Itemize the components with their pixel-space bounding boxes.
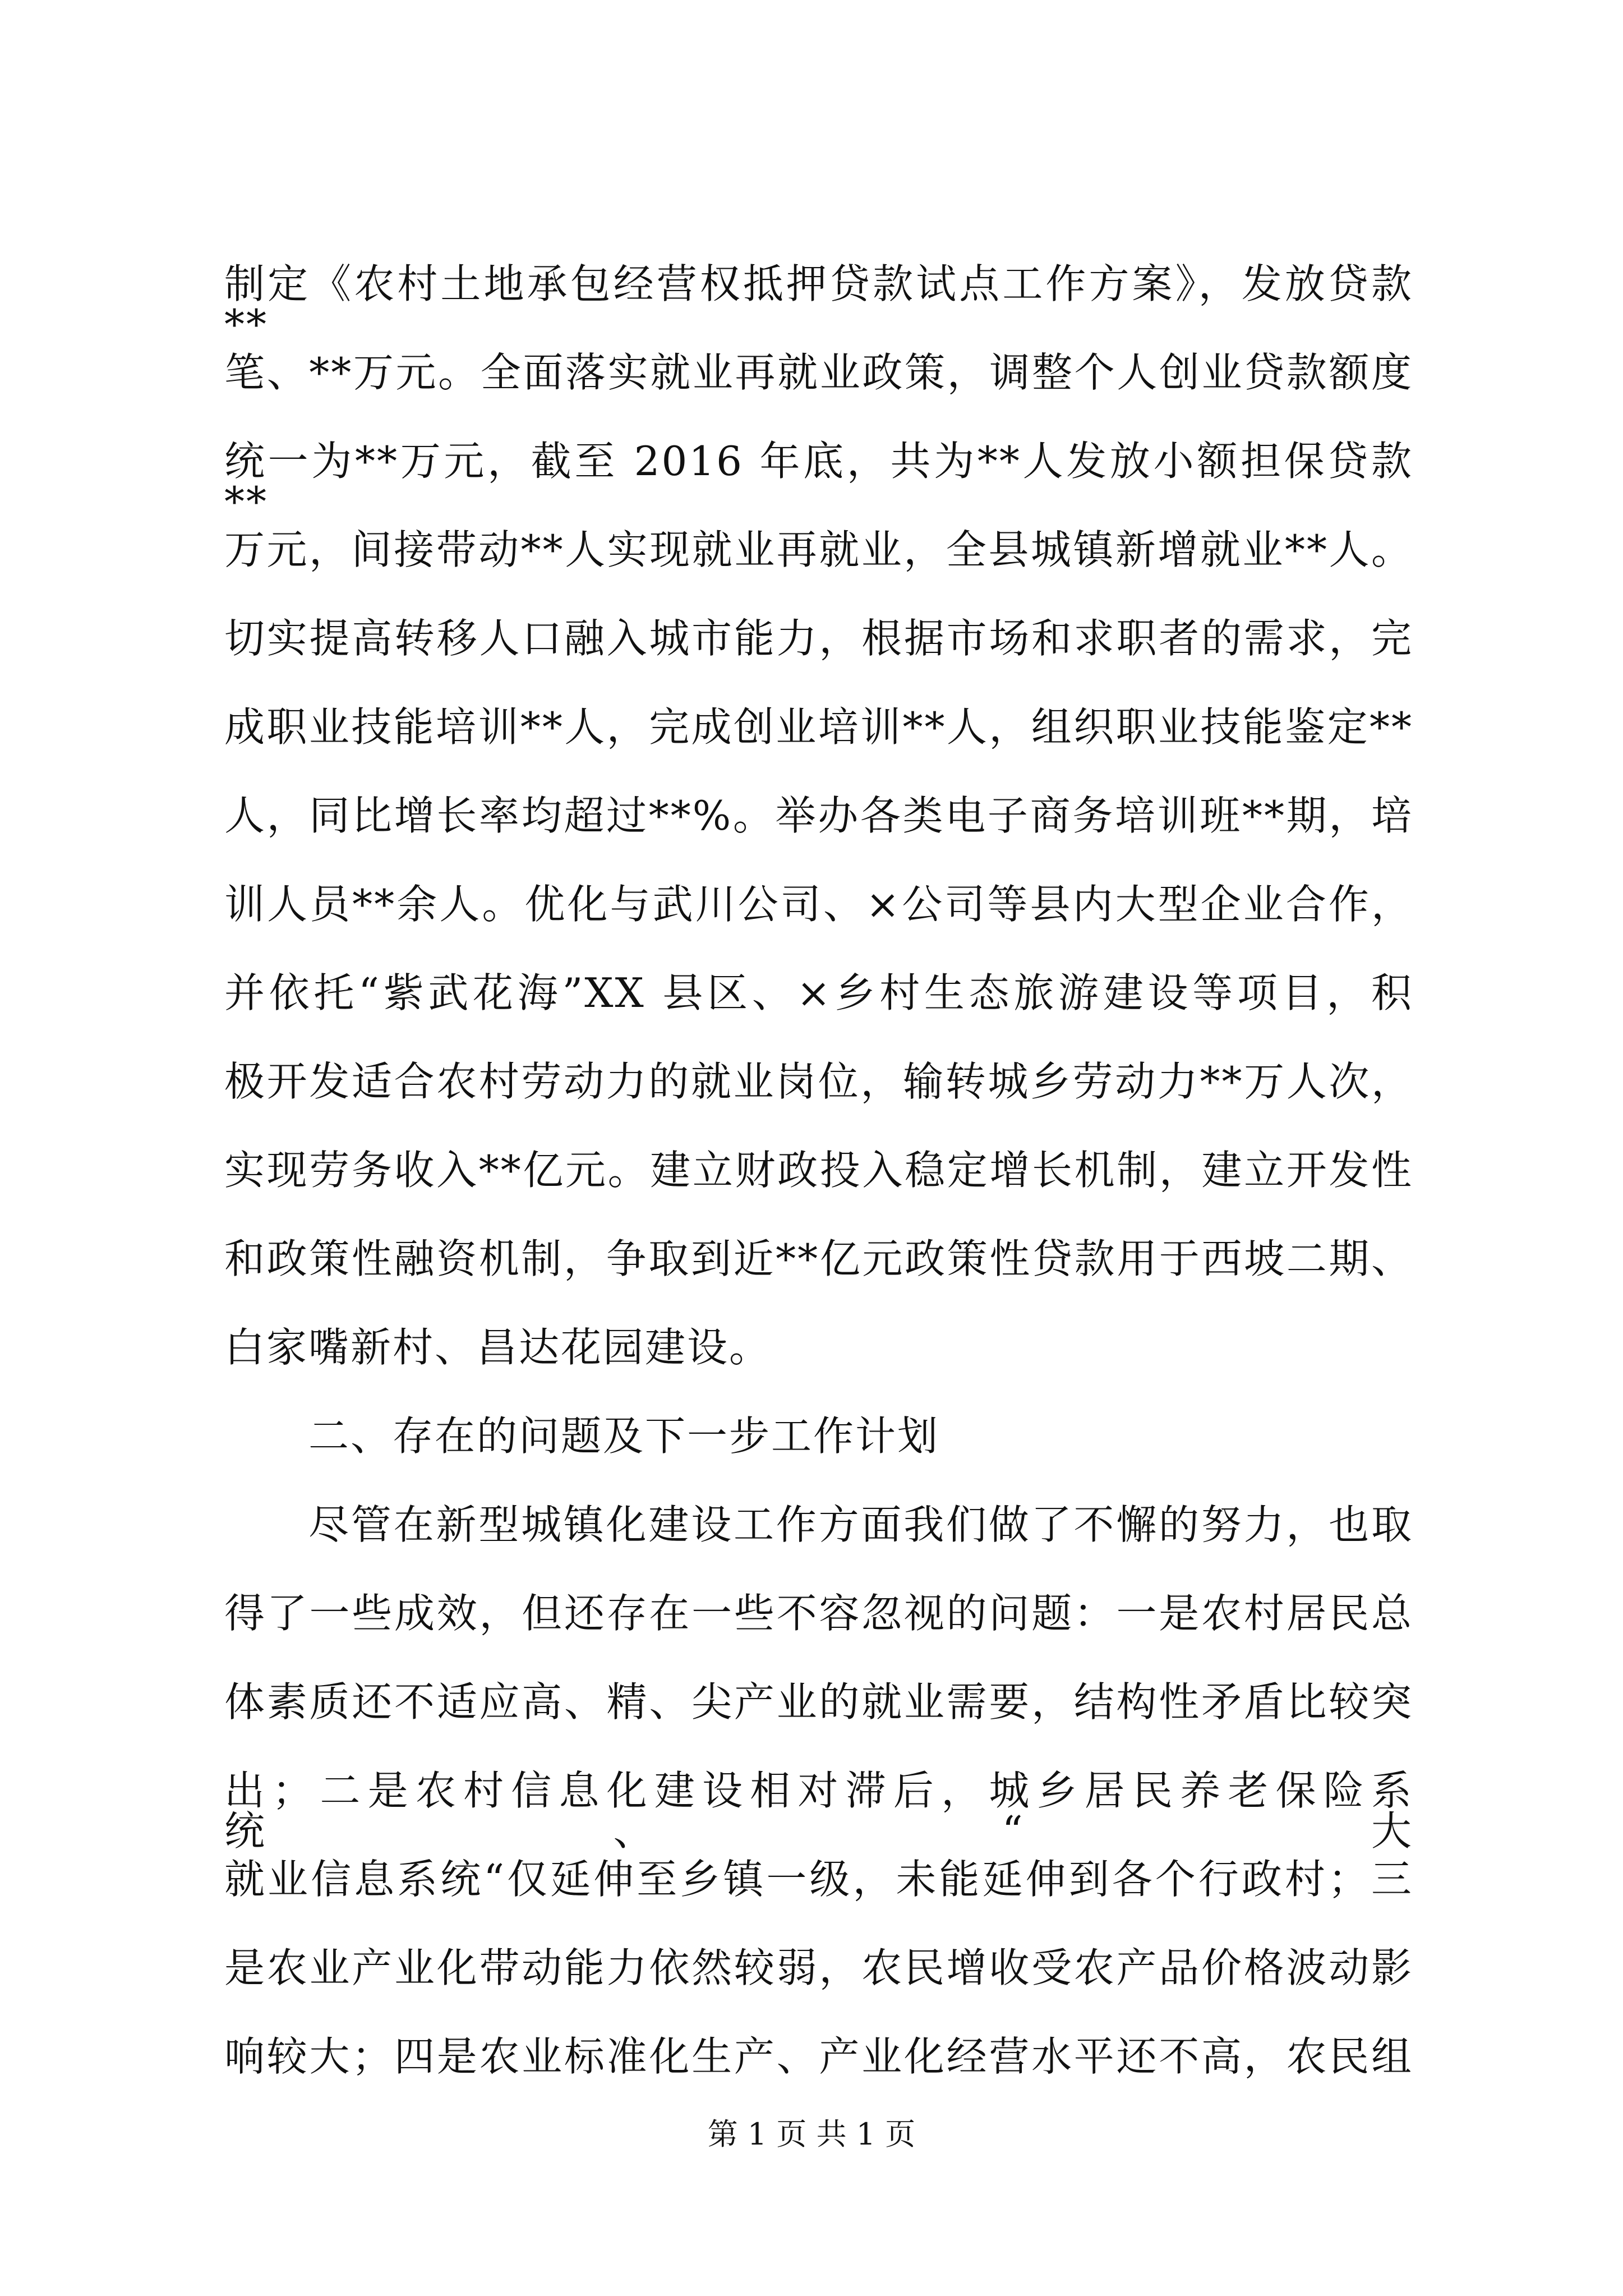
text-line: 实现劳务收入**亿元。建立财政投入稳定增长机制，建立开发性 <box>224 1147 1413 1194</box>
text-line: 白家嘴新村、昌达花园建设。 <box>224 1324 772 1371</box>
section-heading: 二、存在的问题及下一步工作计划 <box>308 1412 940 1460</box>
text-line: 成职业技能培训**人，完成创业培训**人，组织职业技能鉴定** <box>224 703 1413 751</box>
text-line: 出；二是农村信息化建设相对滞后，城乡居民养老保险系统、“大 <box>224 1767 1413 1855</box>
text-line: 训人员**余人。优化与武川公司、×公司等县内大型企业合作， <box>224 881 1413 928</box>
text-line: 尽管在新型城镇化建设工作方面我们做了不懈的努力，也取 <box>308 1501 1413 1548</box>
text-line: 统一为**万元，截至 2016 年底，共为**人发放小额担保贷款** <box>224 438 1413 525</box>
text-line: 是农业产业化带动能力依然较弱，农民增收受农产品价格波动影 <box>224 1944 1413 1991</box>
text-line: 得了一些成效，但还存在一些不容忽视的问题：一是农村居民总 <box>224 1590 1413 1637</box>
text-line: 并依托“紫武花海”XX 县区、×乡村生态旅游建设等项目，积 <box>224 969 1413 1016</box>
document-body <box>224 260 1413 2125</box>
text-line: 响较大；四是农业标准化生产、产业化经营水平还不高，农民组 <box>224 2033 1413 2080</box>
text-line: 就业信息系统“仅延伸至乡镇一级，未能延伸到各个行政村；三 <box>224 1856 1413 1903</box>
text-line: 切实提高转移人口融入城市能力，根据市场和求职者的需求，完 <box>224 615 1413 662</box>
page-footer: 第 1 页 共 1 页 <box>707 2116 916 2152</box>
text-line: 笔、**万元。全面落实就业再就业政策，调整个人创业贷款额度 <box>224 349 1413 396</box>
text-line: 万元，间接带动**人实现就业再就业，全县城镇新增就业**人。 <box>224 526 1413 573</box>
text-line: 制定《农村土地承包经营权抵押贷款试点工作方案》，发放贷款** <box>224 260 1413 348</box>
text-line: 极开发适合农村劳动力的就业岗位，输转城乡劳动力**万人次， <box>224 1058 1413 1105</box>
text-line: 体素质还不适应高、精、尖产业的就业需要，结构性矛盾比较突 <box>224 1678 1413 1726</box>
text-line: 和政策性融资机制，争取到近**亿元政策性贷款用于西坡二期、 <box>224 1235 1413 1282</box>
text-line: 人，同比增长率均超过**%。举办各类电子商务培训班**期，培 <box>224 792 1413 839</box>
